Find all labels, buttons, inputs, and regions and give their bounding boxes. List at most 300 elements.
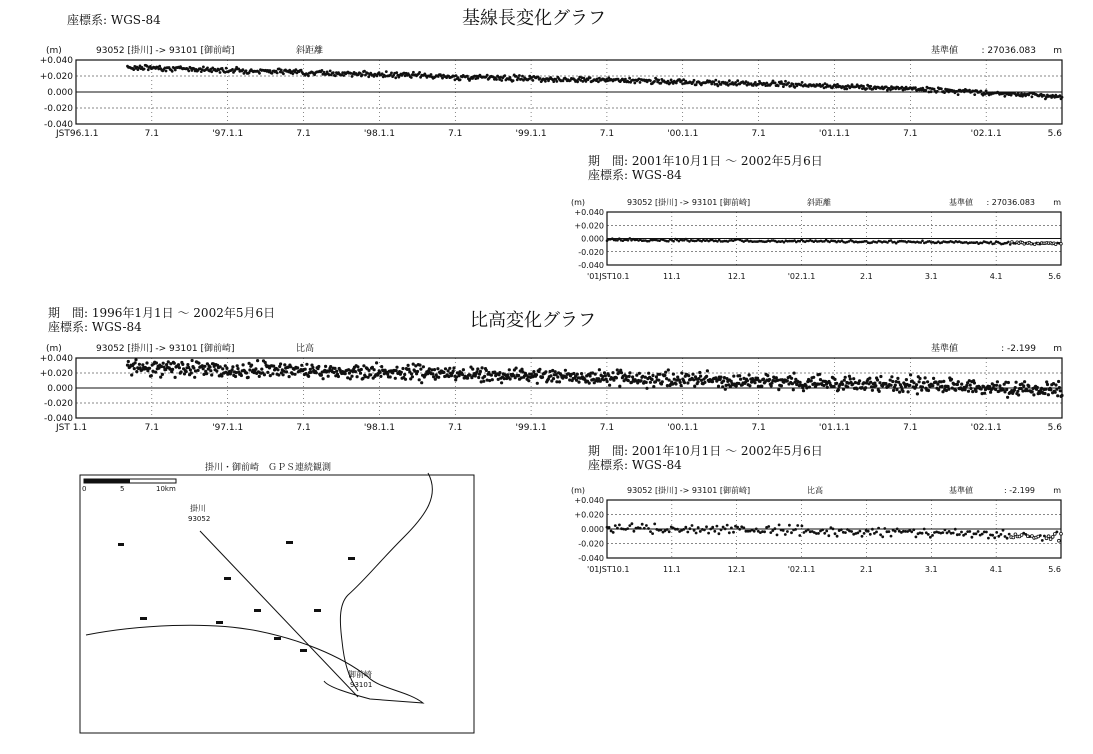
data-point (965, 384, 968, 387)
data-point (793, 372, 796, 375)
data-point (628, 375, 631, 378)
x-tick-label: 7.1 (296, 423, 311, 433)
data-point (215, 369, 218, 372)
x-tick-label: '01.1.1 (818, 129, 851, 139)
data-point (865, 87, 868, 90)
data-point (394, 76, 397, 79)
data-point (993, 536, 996, 539)
data-point (686, 381, 689, 384)
data-point (807, 528, 810, 531)
data-point (908, 384, 911, 387)
data-point (952, 532, 955, 535)
x-tick-label: '97.1.1 (212, 423, 244, 433)
data-point (536, 382, 539, 385)
data-point (379, 375, 382, 378)
scale-bar (82, 479, 176, 493)
data-point (871, 528, 874, 531)
data-point (418, 378, 421, 381)
data-point (883, 527, 886, 530)
data-point (706, 369, 709, 372)
data-point (258, 72, 261, 75)
data-point (792, 388, 795, 391)
data-point (305, 363, 308, 366)
data-point (833, 385, 836, 388)
data-point (766, 374, 769, 377)
data-point (852, 377, 855, 380)
data-point (707, 532, 710, 535)
data-point (717, 385, 720, 388)
data-point (1039, 534, 1042, 537)
data-point (713, 530, 716, 533)
baseline-recent-chart (565, 186, 1070, 286)
x-tick-label: 7.1 (448, 423, 463, 433)
data-point (624, 78, 627, 81)
x-tick-label: 7.1 (751, 423, 766, 433)
data-point (356, 375, 359, 378)
data-point (385, 70, 388, 73)
data-point (1008, 533, 1011, 536)
data-point (608, 526, 611, 529)
data-point (418, 71, 421, 74)
data-point (782, 529, 785, 532)
data-point (177, 363, 180, 366)
data-point (490, 374, 493, 377)
data-point (618, 385, 621, 388)
data-point (926, 380, 929, 383)
data-point (784, 533, 787, 536)
data-point (1006, 396, 1009, 399)
data-point (466, 377, 469, 380)
data-point (390, 72, 393, 75)
data-point (476, 367, 479, 370)
data-point (410, 76, 413, 79)
inset-top-coord-system: 座標系: WGS-84 (588, 168, 682, 182)
data-point (282, 72, 285, 75)
data-point (300, 364, 303, 367)
data-point (697, 526, 700, 529)
data-point (236, 367, 239, 370)
data-point (633, 82, 636, 85)
data-point (236, 364, 239, 367)
data-point (1022, 384, 1025, 387)
data-point (997, 535, 1000, 538)
data-point (197, 362, 200, 365)
data-point (921, 532, 924, 535)
data-point (288, 375, 291, 378)
data-point (858, 379, 861, 382)
data-point (801, 525, 804, 528)
top-coord-system: 座標系: WGS-84 (67, 13, 161, 27)
data-point (532, 370, 535, 373)
data-point (774, 527, 777, 530)
data-point (679, 381, 682, 384)
data-point (515, 367, 518, 370)
data-point (703, 529, 706, 532)
data-point (732, 375, 735, 378)
data-point (786, 379, 789, 382)
data-point (320, 374, 323, 377)
data-point (1049, 388, 1052, 391)
minor-station-6 (314, 609, 321, 612)
data-point (475, 370, 478, 373)
data-point (964, 533, 967, 536)
data-point (754, 81, 757, 84)
data-point (875, 531, 878, 534)
data-point (495, 78, 498, 81)
data-point (921, 239, 924, 242)
data-point (985, 89, 988, 92)
data-point (225, 367, 228, 370)
data-point (512, 79, 515, 82)
data-point (759, 380, 762, 383)
data-point (863, 532, 866, 535)
data-point (653, 523, 656, 526)
x-tick-label: 7.1 (751, 129, 766, 139)
data-point (898, 391, 901, 394)
data-point (691, 373, 694, 376)
data-point (888, 530, 891, 533)
quantity-label: 比高 (296, 344, 315, 354)
data-point (988, 385, 991, 388)
data-point (134, 358, 137, 361)
data-point (947, 385, 950, 388)
data-point (878, 390, 881, 393)
data-point (695, 532, 698, 535)
data-point (910, 530, 913, 533)
data-point (628, 77, 631, 80)
data-point (535, 373, 538, 376)
data-point (1017, 393, 1020, 396)
data-point (722, 526, 725, 529)
data-point (181, 363, 184, 366)
height-recent-chart (565, 478, 1070, 578)
data-point (189, 368, 192, 371)
data-point (627, 239, 630, 242)
y-tick-label: -0.040 (43, 414, 73, 424)
data-point (565, 376, 568, 379)
reference-value: : 27036.083 (981, 46, 1036, 56)
data-point (836, 535, 839, 538)
data-point (500, 381, 503, 384)
data-point (930, 90, 933, 93)
data-point (208, 366, 211, 369)
data-point (282, 373, 285, 376)
data-point (802, 389, 805, 392)
data-point (367, 75, 370, 78)
data-point (337, 375, 340, 378)
y-tick-label: +0.040 (40, 354, 73, 364)
y-tick-label: +0.020 (574, 221, 604, 231)
data-point (412, 363, 415, 366)
data-point (767, 525, 770, 528)
data-point (362, 364, 365, 367)
data-point (915, 383, 918, 386)
data-point (732, 531, 735, 534)
data-point (245, 371, 248, 374)
data-point (980, 90, 983, 93)
data-point (552, 80, 555, 83)
data-point (395, 369, 398, 372)
data-point (626, 527, 629, 530)
data-point (161, 373, 164, 376)
data-point (856, 387, 859, 390)
data-point (141, 363, 144, 366)
data-point (1054, 391, 1057, 394)
data-point (452, 366, 455, 369)
data-point (967, 390, 970, 393)
data-point (1005, 388, 1008, 391)
data-point (736, 526, 739, 529)
data-point (980, 387, 983, 390)
data-point (162, 362, 165, 365)
data-point (1032, 393, 1035, 396)
data-point (231, 368, 234, 371)
data-point (983, 392, 986, 395)
data-point (1056, 394, 1059, 397)
data-point (1060, 394, 1063, 397)
data-point (923, 381, 926, 384)
data-point (716, 525, 719, 528)
data-point (1057, 380, 1060, 383)
data-point (738, 528, 741, 531)
data-point (808, 386, 811, 389)
data-point (954, 528, 957, 531)
data-point (652, 385, 655, 388)
data-point (576, 80, 579, 83)
data-point (483, 375, 486, 378)
data-point (174, 69, 177, 72)
x-tick-label: '02.1.1 (787, 565, 816, 574)
minor-station-8 (216, 621, 223, 624)
y-tick-label: -0.020 (578, 539, 604, 549)
data-point (518, 74, 521, 77)
data-point (322, 377, 325, 380)
data-point (272, 365, 275, 368)
data-point (130, 373, 133, 376)
data-point (520, 368, 523, 371)
x-tick-label: '01JST10.1 (587, 565, 630, 574)
data-point (135, 370, 138, 373)
data-point (901, 390, 904, 393)
data-point (554, 370, 557, 373)
data-point (825, 530, 828, 533)
data-point (167, 360, 170, 363)
data-point (202, 66, 205, 69)
x-tick-label: 4.1 (989, 272, 1003, 281)
data-point (705, 525, 708, 528)
data-point (407, 364, 410, 367)
data-point (611, 371, 614, 374)
y-tick-label: +0.040 (40, 56, 73, 66)
data-point (165, 363, 168, 366)
data-point (705, 375, 708, 378)
data-point (891, 380, 894, 383)
data-point (762, 378, 765, 381)
data-point (482, 380, 485, 383)
data-point (718, 532, 721, 535)
data-point (594, 373, 597, 376)
x-tick-label: 7.1 (599, 423, 615, 433)
data-point (1060, 532, 1063, 535)
data-point (555, 80, 558, 83)
data-point (748, 384, 751, 387)
data-point (234, 375, 237, 378)
data-point (693, 79, 696, 82)
data-point (250, 364, 253, 367)
data-points (126, 358, 1064, 399)
reference-value: : -2.199 (1003, 486, 1035, 495)
data-point (452, 370, 455, 373)
data-point (739, 378, 742, 381)
quantity-label: 斜距離 (296, 46, 324, 56)
minor-station-3 (348, 557, 355, 560)
x-tick-label: 7.1 (144, 129, 160, 139)
data-point (653, 80, 656, 83)
data-point (663, 374, 666, 377)
data-point (941, 385, 944, 388)
data-point (969, 384, 972, 387)
data-point (576, 373, 579, 376)
data-point (787, 81, 790, 84)
data-point (957, 380, 960, 383)
data-point (628, 524, 631, 527)
data-point (1023, 380, 1026, 383)
baseline-line (200, 531, 358, 697)
data-point (691, 524, 694, 527)
data-point (841, 383, 844, 386)
data-point (479, 370, 482, 373)
data-point (245, 69, 248, 72)
data-point (728, 531, 731, 534)
data-point (418, 364, 421, 367)
y-tick-label: +0.040 (574, 208, 604, 217)
data-point (786, 530, 789, 533)
minor-station-2 (286, 541, 293, 544)
data-point (649, 79, 652, 82)
data-point (726, 524, 729, 527)
data-point (843, 379, 846, 382)
station-b-name: 御前崎 (348, 670, 372, 679)
data-point (1046, 383, 1049, 386)
data-point (985, 531, 988, 534)
data-point (711, 526, 714, 529)
data-point (937, 388, 940, 391)
data-point (799, 381, 802, 384)
data-point (419, 368, 422, 371)
data-point (1047, 393, 1050, 396)
data-point (968, 530, 971, 533)
data-point (674, 382, 677, 385)
data-point (608, 384, 611, 387)
data-point (532, 79, 535, 82)
data-point (676, 376, 679, 379)
data-point (647, 372, 650, 375)
data-point (753, 530, 756, 533)
data-point (774, 82, 777, 85)
data-point (283, 363, 286, 366)
data-point (205, 372, 208, 375)
data-point (641, 523, 644, 526)
data-point (896, 377, 899, 380)
data-point (155, 361, 158, 364)
x-tick-label: 11.1 (662, 565, 681, 574)
data-point (403, 373, 406, 376)
data-point (895, 388, 898, 391)
data-point (842, 388, 845, 391)
data-point (321, 69, 324, 72)
data-point (412, 71, 415, 74)
data-point (431, 372, 434, 375)
data-point (649, 381, 652, 384)
data-point (1056, 531, 1059, 534)
data-point (242, 363, 245, 366)
height-graph-title: 比高変化グラフ (470, 310, 596, 331)
data-point (884, 382, 887, 385)
y-tick-label: -0.020 (43, 399, 73, 409)
data-point (1044, 388, 1047, 391)
data-point (931, 534, 934, 537)
data-point (776, 534, 779, 537)
data-point (367, 369, 370, 372)
data-point (769, 531, 772, 534)
minor-stations (118, 541, 355, 652)
data-point (577, 381, 580, 384)
data-point (206, 67, 209, 70)
data-point (1031, 390, 1034, 393)
data-point (812, 376, 815, 379)
station-a-id: 93052 (188, 515, 211, 523)
data-point (693, 529, 696, 532)
data-point (351, 75, 354, 78)
reference-value: : -2.199 (1001, 344, 1036, 354)
data-point (354, 370, 357, 373)
data-point (954, 389, 957, 392)
data-point (940, 87, 943, 90)
data-point (826, 386, 829, 389)
data-point (401, 367, 404, 370)
data-point (890, 375, 893, 378)
data-point (1006, 537, 1009, 540)
reference-value: : 27036.083 (986, 198, 1035, 207)
data-point (780, 384, 783, 387)
x-tick-label: 5.6 (1047, 423, 1062, 433)
data-point (724, 528, 727, 531)
data-point (896, 528, 899, 531)
map-frame (80, 475, 474, 733)
data-point (790, 531, 793, 534)
data-point (995, 531, 998, 534)
data-point (133, 367, 136, 370)
data-point (380, 365, 383, 368)
data-point (197, 369, 200, 372)
data-point (849, 377, 852, 380)
data-point (763, 530, 766, 533)
data-point (794, 528, 797, 531)
data-point (640, 379, 643, 382)
data-point (821, 528, 824, 531)
data-point (850, 530, 853, 533)
data-point (720, 528, 723, 531)
data-point (1058, 386, 1061, 389)
data-point (171, 368, 174, 371)
data-point (395, 71, 398, 74)
minor-station-1 (118, 543, 124, 546)
data-point (606, 380, 609, 383)
data-point (879, 533, 882, 536)
data-point (430, 73, 433, 76)
data-point (210, 373, 213, 376)
data-point (796, 524, 799, 527)
